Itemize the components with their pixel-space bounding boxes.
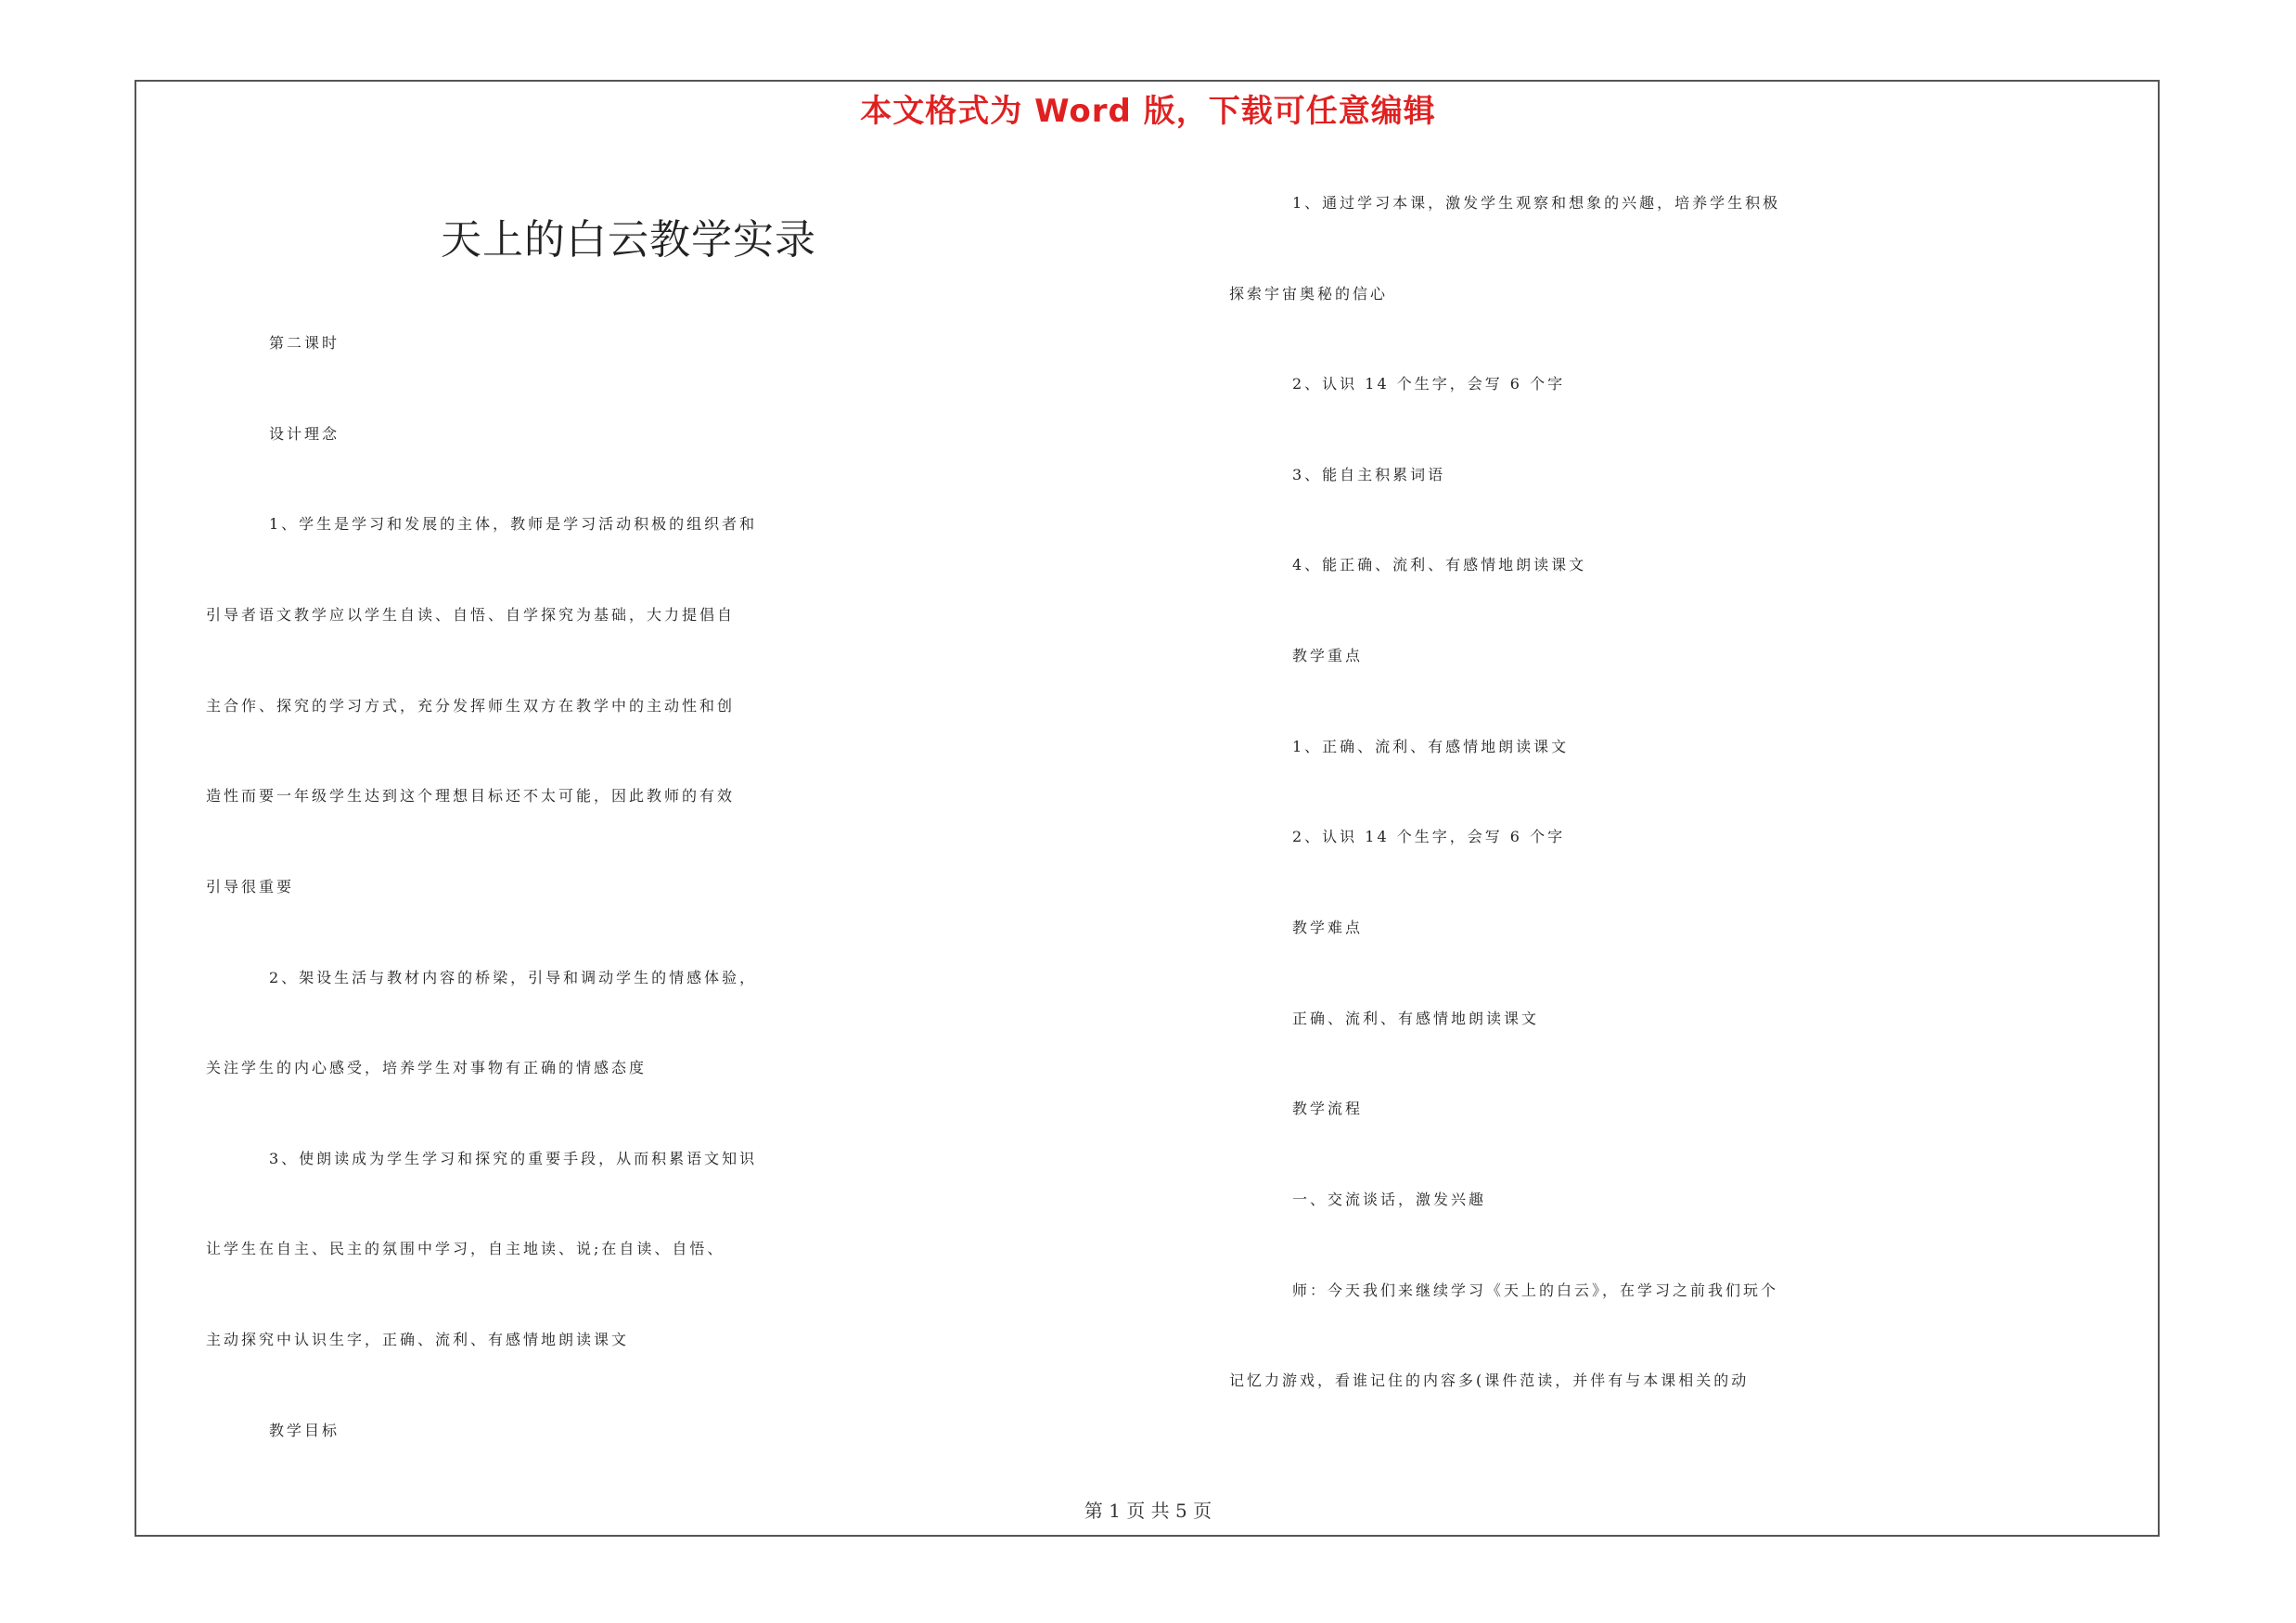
left-line: 第二课时: [269, 334, 340, 352]
right-line: 探索宇宙奥秘的信心: [1229, 285, 1389, 303]
right-line: 3、能自主积累词语: [1292, 466, 1446, 483]
left-line: 造性而要一年级学生达到这个理想目标还不太可能，因此教师的有效: [206, 787, 736, 805]
right-line: 教学重点: [1292, 647, 1364, 664]
left-line: 教学目标: [269, 1422, 340, 1439]
right-line: 2、认识 14 个生字，会写 6 个字: [1292, 375, 1566, 393]
left-line: 引导者语文教学应以学生自读、自悟、自学探究为基础，大力提倡自: [206, 606, 736, 624]
page-frame: [135, 80, 2160, 1537]
right-line: 正确、流利、有感情地朗读课文: [1292, 1010, 1540, 1027]
right-line: 1、正确、流利、有感情地朗读课文: [1292, 738, 1570, 755]
left-line: 引导很重要: [206, 878, 295, 895]
left-line: 关注学生的内心感受，培养学生对事物有正确的情感态度: [206, 1059, 648, 1076]
left-line: 1、学生是学习和发展的主体，教师是学习活动积极的组织者和: [269, 515, 758, 533]
left-line: 让学生在自主、民主的氛围中学习，自主地读、说;在自读、自悟、: [206, 1240, 725, 1257]
right-line: 一、交流谈话，激发兴趣: [1292, 1191, 1487, 1208]
right-line: 1、通过学习本课，激发学生观察和想象的兴趣，培养学生积极: [1292, 194, 1781, 212]
left-line: 主合作、探究的学习方式，充分发挥师生双方在教学中的主动性和创: [206, 697, 736, 715]
right-line: 教学难点: [1292, 919, 1364, 936]
page-footer: 第 1 页 共 5 页: [1084, 1500, 1212, 1522]
right-line: 2、认识 14 个生字，会写 6 个字: [1292, 828, 1566, 845]
right-line: 记忆力游戏，看谁记住的内容多(课件范读，并伴有与本课相关的动: [1229, 1372, 1750, 1389]
left-line: 主动探究中认识生字，正确、流利、有感情地朗读课文: [206, 1331, 630, 1348]
right-line: 4、能正确、流利、有感情地朗读课文: [1292, 556, 1587, 573]
document-title: 天上的白云教学实录: [441, 216, 816, 264]
left-line: 2、架设生活与教材内容的桥梁，引导和调动学生的情感体验，: [269, 969, 758, 986]
right-line: 师：今天我们来继续学习《天上的白云》，在学习之前我们玩个: [1292, 1282, 1779, 1299]
right-line: 教学流程: [1292, 1100, 1364, 1117]
left-line: 设计理念: [269, 425, 340, 443]
word-format-banner: 本文格式为 Word 版，下载可任意编辑: [860, 93, 1436, 130]
left-line: 3、使朗读成为学生学习和探究的重要手段，从而积累语文知识: [269, 1150, 758, 1167]
